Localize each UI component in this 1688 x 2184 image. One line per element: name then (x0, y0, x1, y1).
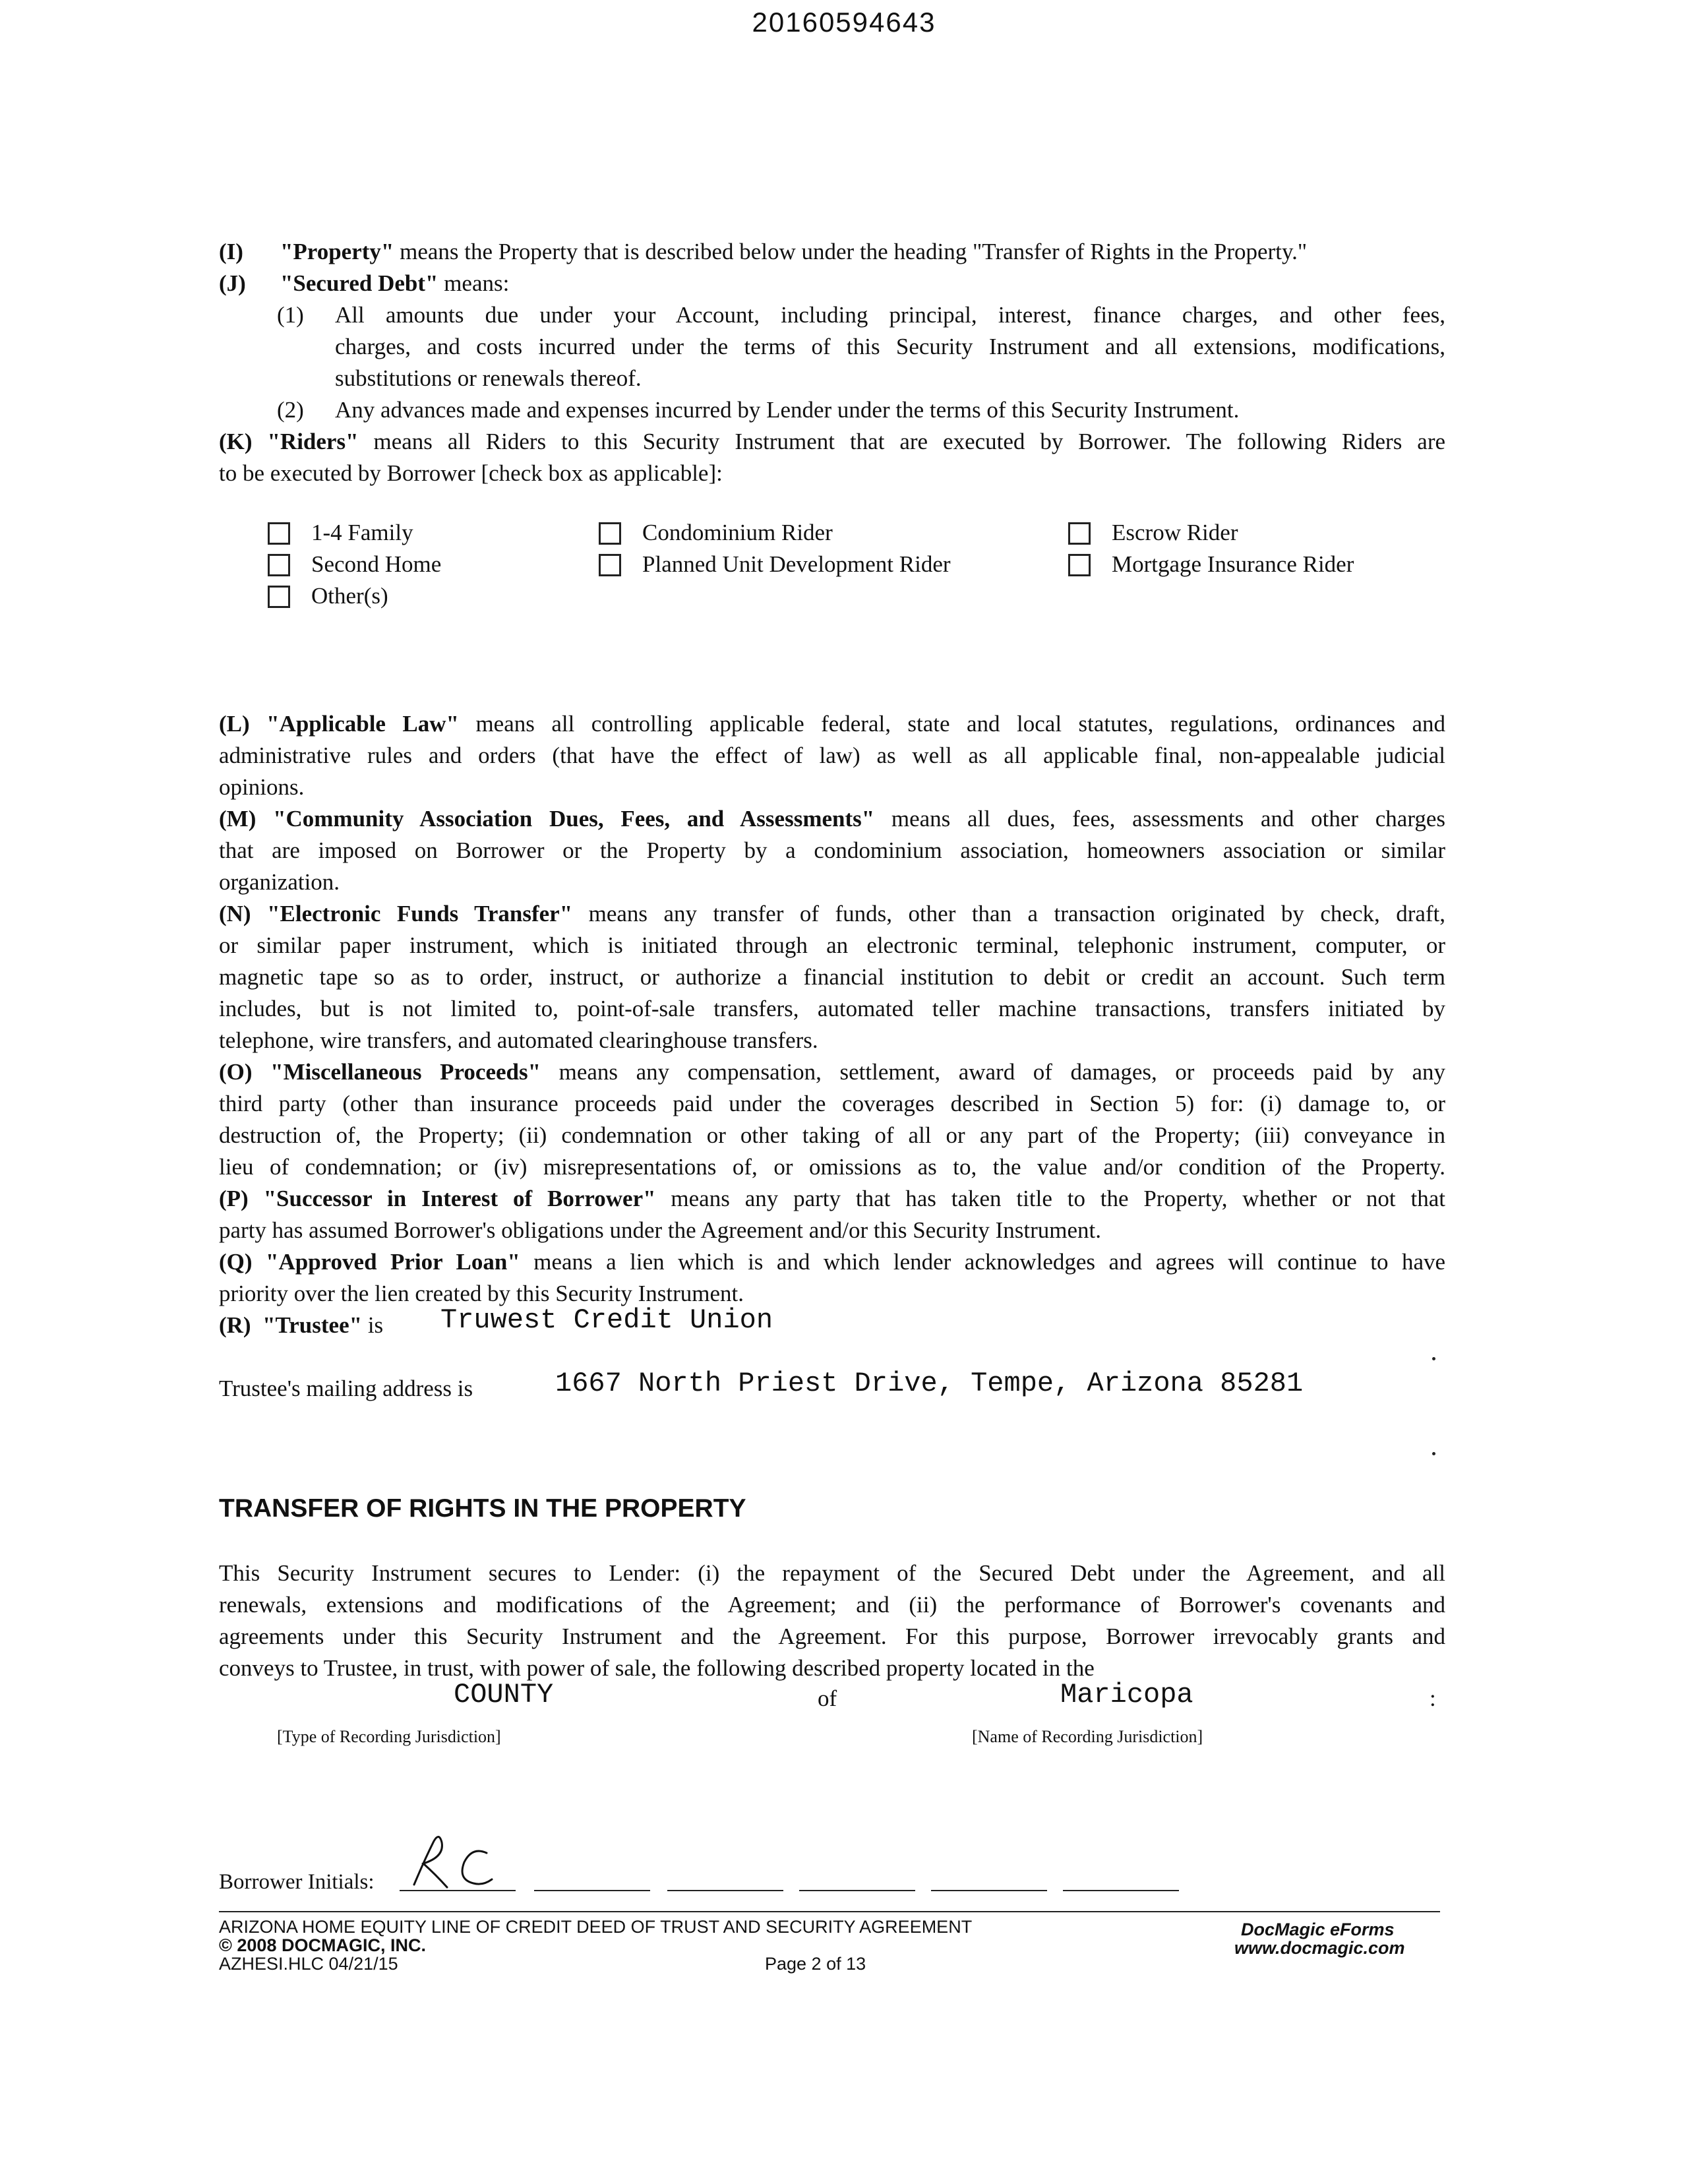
transfer-heading: TRANSFER OF RIGHTS IN THE PROPERTY (219, 1494, 746, 1523)
footer-form-code: AZHESI.HLC 04/21/15 (219, 1954, 398, 1974)
definition-community-association: (M) "Community Association Dues, Fees, and Assessments" means all dues, fees, assessments and other charges (219, 806, 1446, 832)
definition-successor-in-interest: (P) "Successor in Interest of Borrower" means any party that has taken title to the Property, whether or not that (219, 1186, 1445, 1211)
jurisdiction-of: of (818, 1685, 837, 1711)
footer-url: www.docmagic.com (1234, 1938, 1405, 1958)
initials-line-1[interactable] (400, 1890, 516, 1891)
dot-mark (1432, 1452, 1435, 1455)
rider-checkbox-1-4-family[interactable] (268, 522, 290, 545)
rider-checkbox-planned-unit-development[interactable] (599, 554, 621, 576)
definition-miscellaneous-proceeds: (O) "Miscellaneous Proceeds" means any compensation, settlement, award of damages, or proceeds paid by any (219, 1059, 1445, 1085)
secured-debt-item-2: (2) Any advances made and expenses incurred by Lender under the terms of this Security Instrument. (277, 397, 1240, 423)
record-number: 20160594643 (752, 7, 936, 38)
definition-applicable-law: (L) "Applicable Law" means all controlling applicable federal, state and local statutes, regulations, ordinances and (219, 711, 1446, 737)
transfer-paragraph: This Security Instrument secures to Lender: (i) the repayment of the Secured Debt under the Agreement, and all (219, 1560, 1445, 1586)
trustee-address-value: 1667 North Priest Drive, Tempe, Arizona 85281 (555, 1368, 1304, 1399)
rider-checkbox-second-home[interactable] (268, 554, 290, 576)
rider-checkbox-mortgage-insurance[interactable] (1068, 554, 1091, 576)
borrower-initials-label: Borrower Initials: (219, 1870, 375, 1894)
jurisdiction-name-value: Maricopa (1060, 1679, 1193, 1711)
secured-debt-item-1: (1) (277, 302, 304, 328)
initials-line-6[interactable] (1063, 1890, 1179, 1891)
footer-rule (219, 1911, 1440, 1912)
initials-line-4[interactable] (799, 1890, 915, 1891)
trustee-name-value: Truwest Credit Union (440, 1304, 773, 1336)
footer-form-title: ARIZONA HOME EQUITY LINE OF CREDIT DEED OF TRUST AND SECURITY AGREEMENT (219, 1917, 973, 1937)
definition-trustee: (R) "Trustee" is (219, 1312, 384, 1338)
dot-mark (1432, 1357, 1435, 1360)
jurisdiction-name-caption: [Name of Recording Jurisdiction] (972, 1727, 1203, 1746)
initials-line-3[interactable] (667, 1890, 783, 1891)
footer-copyright: © 2008 DOCMAGIC, INC. (219, 1935, 426, 1955)
definition-property: (I) "Property" means the Property that is described below under the heading "Transfer of Rights in the Property." (219, 239, 1308, 264)
docmagic-logo: DocMagic eForms (1241, 1920, 1395, 1939)
definition-riders: (K) "Riders" means all Riders to this Security Instrument that are executed by Borrower. The following Riders are (219, 429, 1446, 454)
rider-checkbox-escrow[interactable] (1068, 522, 1091, 545)
definition-electronic-funds-transfer: (N) "Electronic Funds Transfer" means any transfer of funds, other than a transaction originated by check, draft, (219, 901, 1446, 926)
definition-approved-prior-loan: (Q) "Approved Prior Loan" means a lien which is and which lender acknowledges and agrees will continue to have (219, 1249, 1446, 1275)
jurisdiction-colon: : (1430, 1685, 1436, 1711)
definition-secured-debt: (J) "Secured Debt" means: (219, 270, 510, 296)
rider-checkbox-others[interactable] (268, 586, 290, 608)
jurisdiction-type-value: COUNTY (454, 1679, 554, 1711)
jurisdiction-type-caption: [Type of Recording Jurisdiction] (277, 1727, 501, 1746)
borrower-initials-signature (396, 1833, 528, 1899)
rider-checkbox-condominium[interactable] (599, 522, 621, 545)
initials-line-5[interactable] (931, 1890, 1047, 1891)
footer-page-number: Page 2 of 13 (765, 1954, 866, 1974)
trustee-address-label: Trustee's mailing address is (219, 1376, 473, 1401)
initials-line-2[interactable] (534, 1890, 650, 1891)
